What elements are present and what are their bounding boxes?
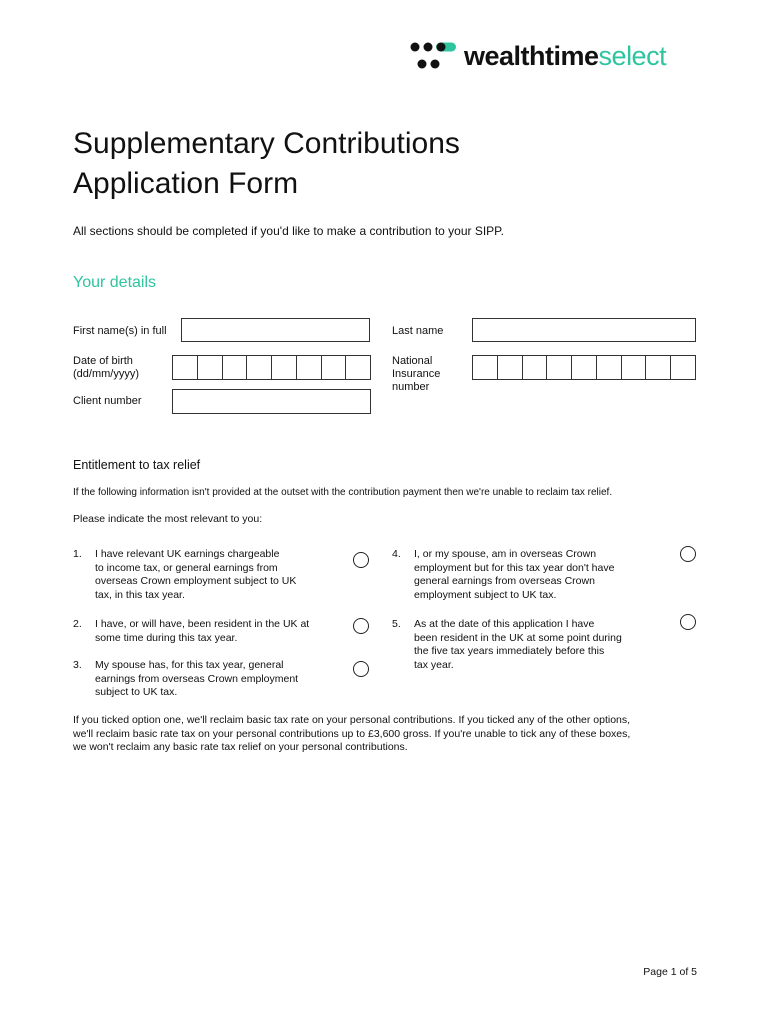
tax-relief-heading: Entitlement to tax relief — [73, 458, 201, 472]
option-2-radio[interactable] — [353, 618, 369, 634]
option-3-radio[interactable] — [353, 661, 369, 677]
dob-cell[interactable] — [173, 356, 198, 379]
option-4 — [392, 548, 662, 604]
option-text — [95, 548, 296, 602]
dob-cell[interactable] — [223, 356, 248, 379]
option-number: 4. — [392, 548, 401, 560]
option-5 — [392, 618, 662, 674]
option-text-line: tax, in this tax year. — [95, 588, 185, 601]
option-text — [95, 659, 298, 700]
first-names-label: First name(s) in full — [73, 325, 167, 337]
option-text-line: employment but for this tax year don't have — [414, 561, 615, 574]
option-text-line: subject to UK tax. — [95, 686, 178, 698]
option-1 — [73, 548, 343, 604]
brand-name — [464, 40, 666, 72]
ni-cell[interactable] — [547, 356, 572, 379]
tax-relief-warning: If the following information isn't provided at the outset with the contribution payment then we're unable to reclaim tax relief. — [73, 487, 613, 498]
ni-label-line-2: Insurance — [392, 368, 441, 380]
option-text-line: My spouse has, for this tax year, general — [95, 659, 284, 671]
ni-label — [392, 355, 440, 394]
ni-number-field[interactable] — [472, 355, 696, 380]
option-text — [414, 618, 622, 672]
last-name-field[interactable] — [472, 318, 696, 342]
option-number: 3. — [73, 659, 82, 671]
logo-dots-icon — [410, 41, 458, 71]
option-text-line: I have relevant UK earnings chargeable — [95, 548, 280, 560]
wealthtime-select-logo — [410, 40, 666, 72]
intro-text: All sections should be completed if you'd like to make a contribution to your SIPP. — [73, 224, 504, 238]
ni-label-line-1: National — [392, 355, 433, 367]
footnote-line: If you ticked option one, we'll reclaim basic tax rate on your personal contributions. If you ticked any of the other options, — [73, 714, 631, 726]
client-number-label: Client number — [73, 395, 142, 407]
option-text-line: general earnings from overseas Crown — [414, 575, 595, 587]
option-5-radio[interactable] — [680, 614, 696, 630]
option-text-line: employment subject to UK tax. — [414, 588, 557, 601]
section-heading-your-details: Your details — [73, 274, 157, 291]
option-text-line: the five tax years immediately before this — [414, 645, 605, 657]
option-2 — [73, 618, 343, 648]
dob-cell[interactable] — [247, 356, 272, 379]
option-text-line: I, or my spouse, am in overseas Crown — [414, 548, 597, 560]
option-text-line: I have, or will have, been resident in the UK at — [95, 618, 310, 630]
option-text-line: to income tax, or general earnings from — [95, 561, 278, 574]
option-number: 2. — [73, 618, 82, 630]
ni-cell[interactable] — [473, 356, 498, 379]
option-4-radio[interactable] — [680, 546, 696, 562]
option-text — [414, 548, 614, 602]
ni-cell[interactable] — [622, 356, 647, 379]
option-text-line: been resident in the UK at some point during — [414, 631, 622, 644]
last-name-label: Last name — [392, 325, 444, 337]
brand-word-select: select — [598, 41, 667, 71]
option-text-line: earnings from overseas Crown employment — [95, 672, 299, 685]
option-text — [95, 618, 309, 645]
page-title: Supplementary Contributions Application Form — [73, 127, 460, 200]
footnote-line: we'll reclaim basic rate tax on your personal contributions up to £3,600 gross. If you're unable to tick any of these boxes, — [73, 727, 631, 740]
ni-cell[interactable] — [572, 356, 597, 379]
option-text-line: tax year. — [414, 658, 454, 671]
option-text-line: As at the date of this application I have — [414, 618, 595, 630]
ni-cell[interactable] — [646, 356, 671, 379]
dob-cell[interactable] — [198, 356, 223, 379]
option-number: 1. — [73, 548, 82, 560]
dob-field[interactable] — [172, 355, 371, 380]
ni-cell[interactable] — [671, 356, 695, 379]
dob-label-line-2: (dd/mm/yyyy) — [73, 368, 139, 380]
dob-cell[interactable] — [297, 356, 322, 379]
dob-cell[interactable] — [272, 356, 297, 379]
dob-label-line-1: Date of birth — [73, 355, 133, 367]
dob-cell[interactable] — [322, 356, 347, 379]
option-text-line: some time during this tax year. — [95, 631, 238, 644]
footnote-line: we won't reclaim any basic rate tax relief on your personal contributions. — [73, 741, 408, 753]
option-3 — [73, 659, 343, 703]
tax-relief-instruction: Please indicate the most relevant to you: — [73, 513, 263, 525]
dob-cell[interactable] — [346, 356, 370, 379]
option-text-line: overseas Crown employment subject to UK — [95, 575, 297, 587]
option-number: 5. — [392, 618, 401, 630]
client-number-field[interactable] — [172, 389, 371, 414]
dob-label — [73, 355, 139, 381]
option-1-radio[interactable] — [353, 552, 369, 568]
ni-cell[interactable] — [597, 356, 622, 379]
ni-cell[interactable] — [523, 356, 548, 379]
page-number: Page 1 of 5 — [643, 966, 697, 978]
brand-word-wealthtime: wealthtime — [464, 41, 599, 71]
ni-label-line-3: number — [392, 381, 430, 393]
first-names-field[interactable] — [181, 318, 370, 342]
ni-cell[interactable] — [498, 356, 523, 379]
tax-relief-footnote — [73, 714, 703, 755]
